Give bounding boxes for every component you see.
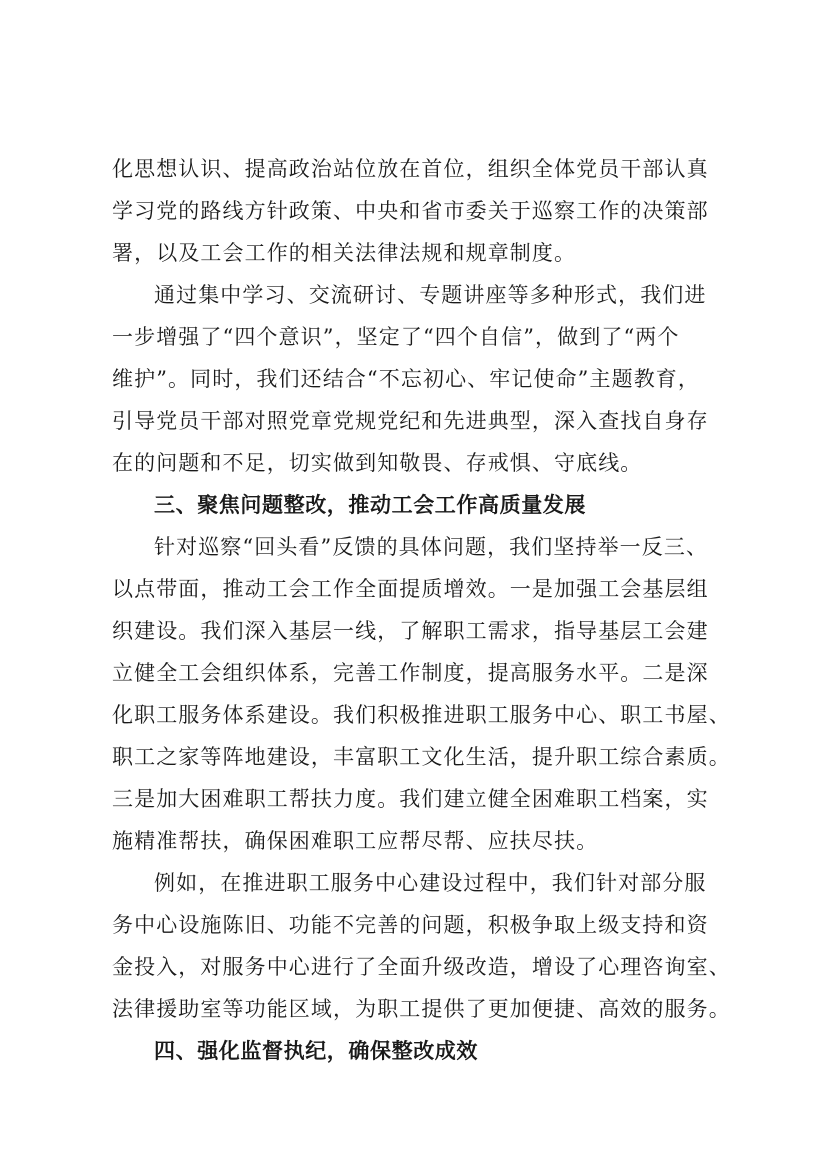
paragraph-line: 维护”。同时，我们还结合“不忘初心、牢记使命”主题教育， xyxy=(112,367,701,391)
paragraph-line: 化职工服务体系建设。我们积极推进职工服务中心、职工书屋、 xyxy=(112,703,731,727)
paragraph-line: 在的问题和不足，切实做到知敬畏、存戒惧、守底线。 xyxy=(112,451,643,475)
paragraph-line: 署，以及工会工作的相关法律法规和规章制度。 xyxy=(112,241,577,265)
paragraph-line: 以点带面，推动工会工作全面提质增效。一是加强工会基层组 xyxy=(112,577,709,601)
paragraph-line: 一步增强了“四个意识”，坚定了“四个自信”，做到了“两个 xyxy=(112,325,680,349)
section-heading: 四、强化监督执纪，确保整改成效 xyxy=(154,1039,478,1063)
paragraph-line: 学习党的路线方针政策、中央和省市委关于巡察工作的决策部 xyxy=(112,199,709,223)
paragraph-line: 例如，在推进职工服务中心建设过程中，我们针对部分服 xyxy=(154,871,707,895)
section-heading: 三、聚焦问题整改，推动工会工作高质量发展 xyxy=(154,493,586,517)
paragraph-line: 化思想认识、提高政治站位放在首位，组织全体党员干部认真 xyxy=(112,157,709,181)
paragraph-line: 引导党员干部对照党章党规党纪和先进典型，深入查找自身存 xyxy=(112,409,709,433)
paragraph-line: 通过集中学习、交流研讨、专题讲座等多种形式，我们进 xyxy=(154,283,707,307)
paragraph-line: 法律援助室等功能区域，为职工提供了更加便捷、高效的服务。 xyxy=(112,997,731,1021)
paragraph-line: 职工之家等阵地建设，丰富职工文化生活，提升职工综合素质。 xyxy=(112,745,731,769)
paragraph-line: 针对巡察“回头看”反馈的具体问题，我们坚持举一反三、 xyxy=(154,535,709,559)
paragraph-line: 三是加大困难职工帮扶力度。我们建立健全困难职工档案，实 xyxy=(112,787,709,811)
paragraph-line: 金投入，对服务中心进行了全面升级改造，增设了心理咨询室、 xyxy=(112,955,731,979)
paragraph-line: 施精准帮扶，确保困难职工应帮尽帮、应扶尽扶。 xyxy=(112,829,599,853)
paragraph-line: 务中心设施陈旧、功能不完善的问题，积极争取上级支持和资 xyxy=(112,913,709,937)
paragraph-line: 织建设。我们深入基层一线，了解职工需求，指导基层工会建 xyxy=(112,619,709,643)
paragraph-line: 立健全工会组织体系，完善工作制度，提高服务水平。二是深 xyxy=(112,661,709,685)
